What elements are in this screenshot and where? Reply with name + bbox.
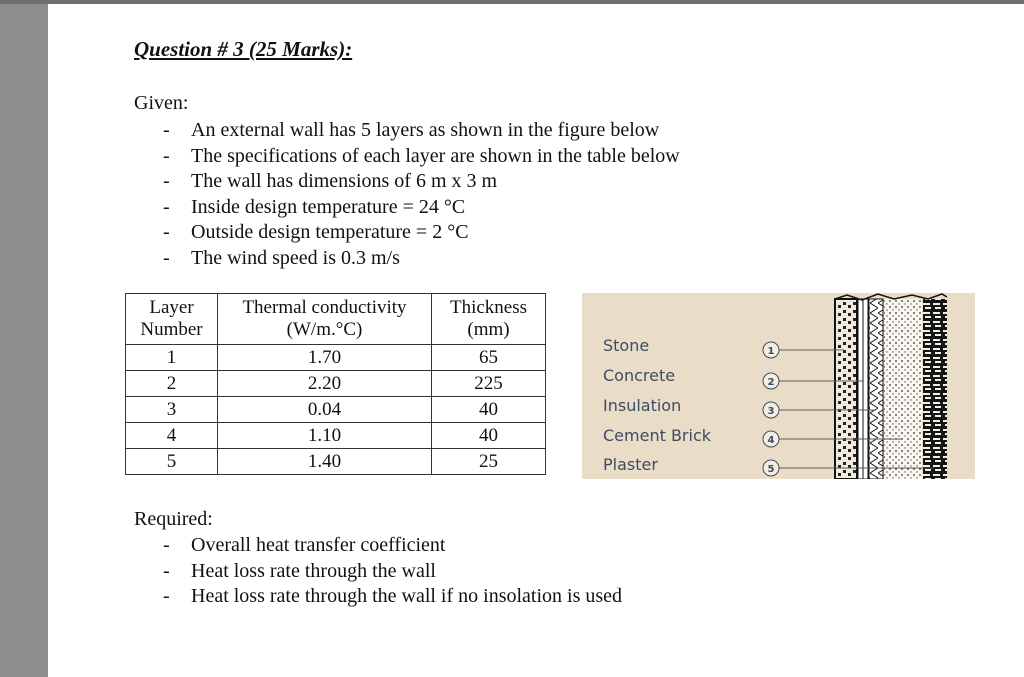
header-layer-line1: Layer <box>149 297 194 318</box>
layer-cement-brick-shape <box>923 299 947 479</box>
layer-number-4: 4 <box>767 435 775 446</box>
layer-insulation-shape <box>869 299 883 479</box>
given-item: - Inside design temperature = 24 °C <box>163 195 680 221</box>
cell-thickness: 25 <box>432 449 546 475</box>
document-page <box>48 4 1024 677</box>
required-list <box>163 533 622 610</box>
cell-layer: 2 <box>126 371 218 397</box>
header-thickness-line2: (mm) <box>467 319 510 340</box>
layer-number-circle-3 <box>763 402 779 418</box>
cell-layer: 3 <box>126 397 218 423</box>
figure-label-insulation: Insulation <box>603 396 682 415</box>
layer-number-1: 1 <box>767 346 775 357</box>
header-conductivity-line1: Thermal conductivity <box>242 297 407 318</box>
required-item: - Overall heat transfer coefficient <box>163 533 622 559</box>
required-item: - Heat loss rate through the wall if no insolation is used <box>163 584 622 610</box>
cell-layer: 5 <box>126 449 218 475</box>
given-item: - Outside design temperature = 2 °C <box>163 220 680 246</box>
layer-number-2: 2 <box>767 377 775 388</box>
header-layer-number <box>126 294 218 345</box>
table-row <box>126 449 546 475</box>
layer-number-5: 5 <box>767 464 775 475</box>
given-item: - The wind speed is 0.3 m/s <box>163 246 680 272</box>
cell-conductivity: 1.10 <box>218 423 432 449</box>
table-row <box>126 345 546 371</box>
header-thickness <box>432 294 546 345</box>
layer-number-3: 3 <box>767 406 775 417</box>
table-row <box>126 397 546 423</box>
figure-label-concrete: Concrete <box>603 366 676 385</box>
table-row <box>126 423 546 449</box>
figure-label-cement-brick: Cement Brick <box>603 426 712 445</box>
figure-label-stone: Stone <box>603 336 650 355</box>
header-conductivity-line2: (W/m.°C) <box>286 319 363 340</box>
cell-thickness: 40 <box>432 423 546 449</box>
required-label: Required: <box>134 508 213 530</box>
cell-thickness: 225 <box>432 371 546 397</box>
layer-number-circle-5 <box>763 460 779 476</box>
given-item: - The wall has dimensions of 6 m x 3 m <box>163 169 680 195</box>
layer-number-circle-4 <box>763 431 779 447</box>
given-list <box>163 118 680 272</box>
required-item: - Heat loss rate through the wall <box>163 559 622 585</box>
cell-thickness: 65 <box>432 345 546 371</box>
wall-section-drawing <box>582 293 975 479</box>
cell-conductivity: 1.70 <box>218 345 432 371</box>
header-thermal-conductivity <box>218 294 432 345</box>
layer-specs-table <box>125 293 546 475</box>
cell-conductivity: 1.40 <box>218 449 432 475</box>
given-item: - The specifications of each layer are shown in the table below <box>163 144 680 170</box>
given-item: - An external wall has 5 layers as shown in the figure below <box>163 118 680 144</box>
cell-thickness: 40 <box>432 397 546 423</box>
layer-plaster-shape <box>884 299 922 479</box>
table-row <box>126 371 546 397</box>
cell-layer: 1 <box>126 345 218 371</box>
cell-conductivity: 0.04 <box>218 397 432 423</box>
cell-layer: 4 <box>126 423 218 449</box>
cell-conductivity: 2.20 <box>218 371 432 397</box>
given-label: Given: <box>134 92 189 114</box>
wall-layers-figure <box>582 293 975 479</box>
layer-number-circle-1 <box>763 342 779 358</box>
figure-label-plaster: Plaster <box>603 455 658 474</box>
header-layer-line2: Number <box>140 319 203 340</box>
question-title: Question # 3 (25 Marks): <box>134 37 353 61</box>
header-thickness-line1: Thickness <box>449 297 528 318</box>
table-header-row <box>126 294 546 345</box>
layer-number-circle-2 <box>763 373 779 389</box>
layer-stone-shape <box>835 299 857 479</box>
